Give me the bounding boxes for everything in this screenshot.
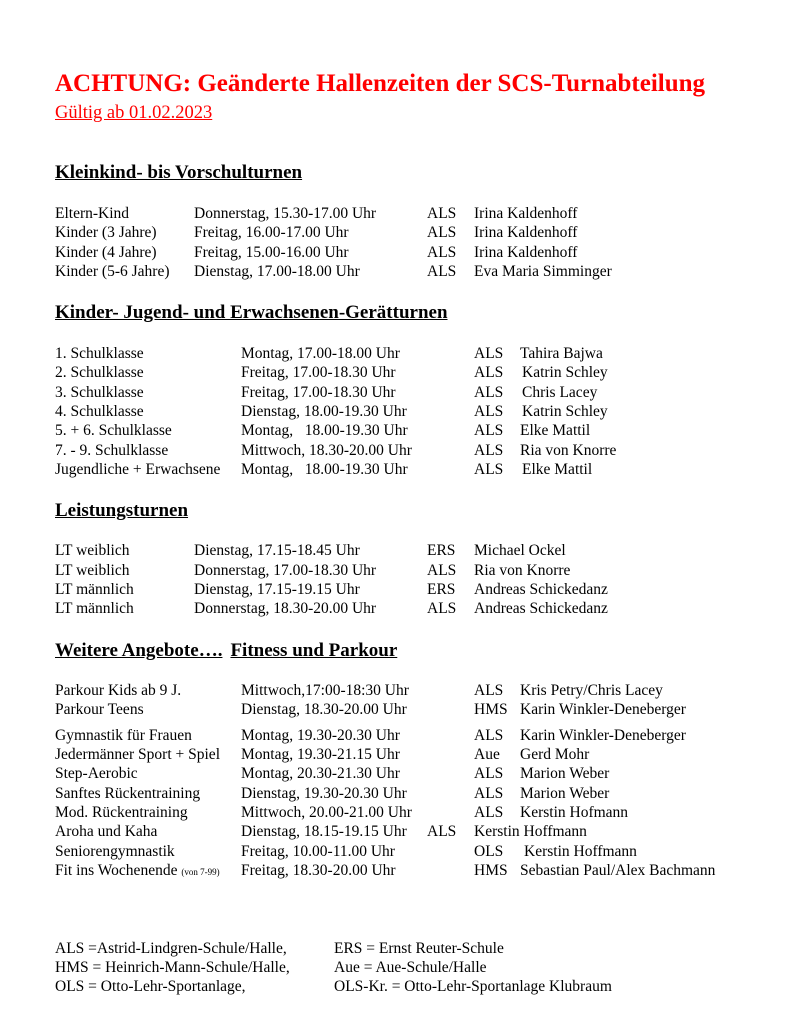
venue-code: ALS: [474, 384, 504, 401]
group-name: 4. Schulklasse: [55, 403, 144, 420]
trainer-name: Eva Maria Simminger: [474, 263, 612, 280]
schedule-row: [55, 262, 755, 282]
venue-code: ALS: [474, 682, 504, 699]
legend-ols-kr: OLS-Kr. = Otto-Lehr-Sportanlage Klubraum: [334, 978, 612, 995]
legend-aue: Aue = Aue-Schule/Halle: [334, 959, 487, 976]
group-name: Eltern-Kind: [55, 205, 130, 222]
schedule-row: [55, 822, 755, 842]
trainer-name: Andreas Schickedanz: [474, 581, 608, 598]
group-name: LT männlich: [55, 600, 134, 617]
trainer-name: Marion Weber: [520, 785, 610, 802]
schedule-row: [55, 784, 755, 804]
venue-code: Aue: [474, 746, 500, 763]
time-slot: Montag, 19.30-21.15 Uhr: [241, 746, 400, 763]
group-name: LT weiblich: [55, 562, 130, 579]
group-label: Fit ins Wochenende: [55, 862, 178, 879]
trainer-name: Irina Kaldenhoff: [474, 205, 578, 222]
group-name: 7. - 9. Schulklasse: [55, 442, 169, 459]
venue-code: ALS: [474, 804, 504, 821]
venue-code: ALS: [474, 442, 504, 459]
group-name: Parkour Teens: [55, 701, 144, 718]
group-name: Jugendliche + Erwachsene: [55, 461, 221, 478]
schedule-row: [55, 580, 755, 600]
venue-code: ALS: [474, 727, 504, 744]
schedule-row: [55, 460, 755, 480]
trainer-name: Irina Kaldenhoff: [474, 244, 578, 261]
schedule-row: [55, 344, 755, 364]
group-name: Gymnastik für Frauen: [55, 727, 192, 744]
trainer-name: Kerstin Hoffmann: [524, 843, 637, 860]
group-name: 5. + 6. Schulklasse: [55, 422, 172, 439]
group-name: [55, 861, 220, 882]
trainer-name: Kerstin Hoffmann: [474, 823, 587, 840]
trainer-name: Michael Ockel: [474, 542, 566, 559]
legend-ers: ERS = Ernst Reuter-Schule: [334, 940, 504, 957]
venue-code: ALS: [427, 263, 457, 280]
time-slot: Freitag, 16.00-17.00 Uhr: [194, 224, 349, 241]
venue-code: ALS: [474, 765, 504, 782]
trainer-name: Katrin Schley: [522, 403, 608, 420]
time-slot: Dienstag, 19.30-20.30 Uhr: [241, 785, 407, 802]
validity-date: Gültig ab 01.02.2023: [55, 103, 213, 123]
group-name: 3. Schulklasse: [55, 384, 144, 401]
venue-code: ALS: [474, 461, 504, 478]
trainer-name: Sebastian Paul/Alex Bachmann: [520, 862, 716, 879]
trainer-name: Karin Winkler-Deneberger: [520, 727, 686, 744]
trainer-name: Ria von Knorre: [520, 442, 617, 459]
schedule-row: [55, 803, 755, 823]
venue-code: ALS: [427, 823, 457, 840]
time-slot: Dienstag, 17.15-18.45 Uhr: [194, 542, 360, 559]
time-slot: Montag, 18.00-19.30 Uhr: [241, 422, 408, 439]
section-heading-weitere-angebote: [55, 640, 397, 662]
venue-code: OLS: [474, 843, 504, 860]
venue-code: ERS: [427, 542, 456, 559]
time-slot: Dienstag, 18.30-20.00 Uhr: [241, 701, 407, 718]
schedule-row: [55, 861, 755, 881]
schedule-row: [55, 223, 755, 243]
schedule-row: [55, 764, 755, 784]
group-name: Kinder (3 Jahre): [55, 224, 157, 241]
schedule-row: [55, 421, 755, 441]
time-slot: Dienstag, 17.15-19.15 Uhr: [194, 581, 360, 598]
schedule-row: [55, 441, 755, 461]
schedule-row: [55, 204, 755, 224]
venue-code: ALS: [427, 600, 457, 617]
schedule-row: [55, 561, 755, 581]
trainer-name: Chris Lacey: [522, 384, 598, 401]
time-slot: Freitag, 17.00-18.30 Uhr: [241, 384, 396, 401]
trainer-name: Karin Winkler-Deneberger: [520, 701, 686, 718]
legend-hms: HMS = Heinrich-Mann-Schule/Halle,: [55, 959, 290, 976]
venue-code: ERS: [427, 581, 456, 598]
schedule-row: [55, 541, 755, 561]
venue-code: ALS: [474, 785, 504, 802]
venue-code: ALS: [474, 422, 504, 439]
venue-code: ALS: [427, 244, 457, 261]
schedule-row: [55, 726, 755, 746]
section-heading-geraetturnen: Kinder- Jugend- und Erwachsenen-Gerätturnen: [55, 302, 448, 323]
time-slot: Dienstag, 18.15-19.15 Uhr: [241, 823, 407, 840]
schedule-row: [55, 243, 755, 263]
time-slot: Donnerstag, 15.30-17.00 Uhr: [194, 205, 377, 222]
trainer-name: Katrin Schley: [522, 364, 608, 381]
trainer-name: Marion Weber: [520, 765, 610, 782]
time-slot: Mittwoch,17:00-18:30 Uhr: [241, 682, 409, 699]
group-name: Seniorengymnastik: [55, 843, 175, 860]
group-name: LT männlich: [55, 581, 134, 598]
trainer-name: Irina Kaldenhoff: [474, 224, 578, 241]
venue-code: HMS: [474, 862, 508, 879]
time-slot: Freitag, 10.00-11.00 Uhr: [241, 843, 395, 860]
trainer-name: Kris Petry/Chris Lacey: [520, 682, 663, 699]
group-name: Kinder (4 Jahre): [55, 244, 157, 261]
venue-code: ALS: [474, 403, 504, 420]
time-slot: Donnerstag, 18.30-20.00 Uhr: [194, 600, 377, 617]
group-name: 1. Schulklasse: [55, 345, 144, 362]
venue-code: ALS: [427, 562, 457, 579]
age-note: (von 7-99): [181, 867, 220, 877]
time-slot: Montag, 18.00-19.30 Uhr: [241, 461, 408, 478]
group-name: Jedermänner Sport + Spiel: [55, 746, 220, 763]
legend-ols: OLS = Otto-Lehr-Sportanlage,: [55, 978, 246, 995]
schedule-row: [55, 599, 755, 619]
page-title: ACHTUNG: Geänderte Hallenzeiten der SCS-Turnabteilung: [55, 70, 706, 97]
group-name: Sanftes Rückentraining: [55, 785, 201, 802]
group-name: LT weiblich: [55, 542, 130, 559]
time-slot: Montag, 19.30-20.30 Uhr: [241, 727, 400, 744]
section-heading-kleinkind: Kleinkind- bis Vorschulturnen: [55, 162, 303, 183]
venue-code: HMS: [474, 701, 508, 718]
trainer-name: Gerd Mohr: [520, 746, 590, 763]
group-name: 2. Schulklasse: [55, 364, 144, 381]
schedule-row: [55, 842, 755, 862]
legend-als: ALS =Astrid-Lindgren-Schule/Halle,: [55, 940, 287, 957]
time-slot: Montag, 20.30-21.30 Uhr: [241, 765, 400, 782]
time-slot: Mittwoch, 18.30-20.00 Uhr: [241, 442, 412, 459]
schedule-row: [55, 700, 755, 720]
time-slot: Mittwoch, 20.00-21.00 Uhr: [241, 804, 412, 821]
schedule-row: [55, 402, 755, 422]
group-name: Parkour Kids ab 9 J.: [55, 682, 182, 699]
venue-code: ALS: [427, 205, 457, 222]
schedule-row: [55, 383, 755, 403]
heading-part-fitness: Fitness und Parkour: [230, 640, 398, 661]
schedule-row: [55, 363, 755, 383]
time-slot: Donnerstag, 17.00-18.30 Uhr: [194, 562, 377, 579]
trainer-name: Andreas Schickedanz: [474, 600, 608, 617]
venue-code: ALS: [474, 364, 504, 381]
group-name: Aroha und Kaha: [55, 823, 158, 840]
schedule-row: [55, 681, 755, 701]
heading-part-weitere: Weitere Angebote….: [55, 640, 223, 661]
time-slot: Dienstag, 17.00-18.00 Uhr: [194, 263, 360, 280]
time-slot: Freitag, 18.30-20.00 Uhr: [241, 862, 396, 879]
section-heading-leistungsturnen: Leistungsturnen: [55, 500, 189, 521]
time-slot: Montag, 17.00-18.00 Uhr: [241, 345, 400, 362]
trainer-name: Elke Mattil: [520, 422, 591, 439]
trainer-name: Kerstin Hofmann: [520, 804, 629, 821]
schedule-row: [55, 745, 755, 765]
venue-code: ALS: [474, 345, 504, 362]
time-slot: Dienstag, 18.00-19.30 Uhr: [241, 403, 407, 420]
trainer-name: Ria von Knorre: [474, 562, 571, 579]
trainer-name: Elke Mattil: [522, 461, 593, 478]
time-slot: Freitag, 17.00-18.30 Uhr: [241, 364, 396, 381]
time-slot: Freitag, 15.00-16.00 Uhr: [194, 244, 349, 261]
group-name: Kinder (5-6 Jahre): [55, 263, 170, 280]
trainer-name: Tahira Bajwa: [520, 345, 603, 362]
venue-code: ALS: [427, 224, 457, 241]
group-name: Mod. Rückentraining: [55, 804, 188, 821]
group-name: Step-Aerobic: [55, 765, 138, 782]
